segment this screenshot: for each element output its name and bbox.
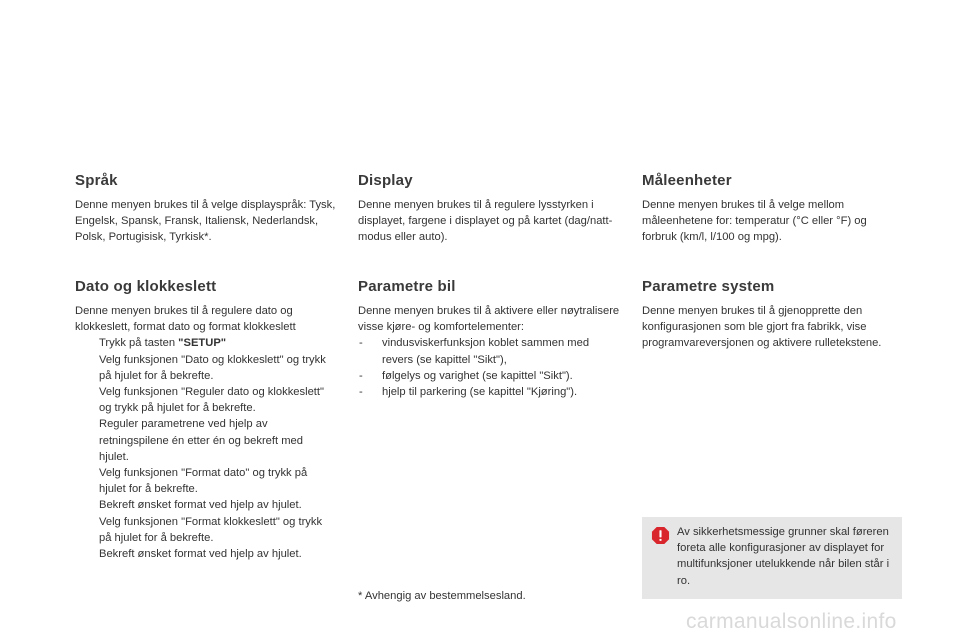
list-item: [358, 384, 620, 400]
safety-note-text: Av sikkerhetsmessige grunner skal føreren foreta alle konfigurasjoner av displayet for multifunksjoner utelukkende når bilen står i ro.: [677, 526, 890, 587]
list-item: [75, 416, 330, 465]
setup-key-label: "SETUP": [178, 337, 227, 350]
step-text: Bekreft ønsket format ved hjelp av hjulet.: [99, 548, 302, 561]
section-maaleenheter: [642, 172, 904, 246]
steps-list-dato: [75, 335, 330, 562]
item-text: følgelys og varighet (se kapittel "Sikt").: [382, 369, 573, 382]
section-body-parametre-system: Denne menyen brukes til å gjenopprette den konfigurasjonen som ble gjort fra fabrikk, vise programvareversjonen og aktivere rulletekstene.: [642, 305, 882, 350]
section-title-parametre-system: Parametre system: [642, 278, 775, 295]
dash-marker: -: [359, 386, 363, 399]
section-title-sprak: Språk: [75, 172, 118, 189]
list-item: [75, 335, 330, 351]
section-parametre-system: [642, 278, 904, 352]
list-item: [75, 352, 330, 384]
section-title-parametre-bil: Parametre bil: [358, 278, 456, 295]
section-display: [358, 172, 620, 246]
section-body-sprak: Denne menyen brukes til å velge displayspråk: Tysk, Engelsk, Spansk, Fransk, Italiensk, Nederlandsk, Polsk, Portugisisk, Tyrkisk*.: [75, 199, 336, 244]
step-text: Trykk på tasten: [99, 337, 179, 350]
list-item: [75, 514, 330, 546]
safety-note-box: [642, 517, 902, 599]
footnote: * Avhengig av bestemmelsesland.: [358, 590, 526, 602]
item-text: hjelp til parkering (se kapittel "Kjøring").: [382, 386, 578, 399]
section-title-display: Display: [358, 172, 413, 189]
items-list-parametre-bil: [358, 335, 620, 400]
section-body-maaleenheter: Denne menyen brukes til å velge mellom måleenhetene for: temperatur (°C eller °F) og forbruk (km/l, l/100 og mpg).: [642, 199, 867, 244]
section-intro-parametre-bil: Denne menyen brukes til å aktivere eller nøytralisere visse kjøre- og komfortelementer:: [358, 305, 620, 334]
list-item: [75, 465, 330, 497]
step-text: Reguler parametrene ved hjelp av retningspilene én etter én og bekreft med hjulet.: [99, 418, 303, 463]
step-text: Velg funksjonen "Format klokkeslett" og trykk på hjulet for å bekrefte.: [99, 515, 323, 544]
watermark: carmanualsonline.info: [686, 610, 897, 633]
list-item: [358, 335, 620, 367]
list-item: [75, 546, 330, 562]
section-title-maaleenheter: Måleenheter: [642, 172, 732, 189]
list-item: [358, 368, 620, 384]
list-item: [75, 384, 330, 416]
step-text: Bekreft ønsket format ved hjelp av hjulet.: [99, 499, 302, 512]
warning-icon: [651, 526, 670, 545]
section-body-display: Denne menyen brukes til å regulere lysstyrken i displayet, fargene i displayet og på kartet (dag/natt-modus eller auto).: [358, 199, 613, 244]
item-text: vindusviskerfunksjon koblet sammen med revers (se kapittel "Sikt"),: [382, 337, 590, 366]
dash-marker: -: [359, 337, 363, 350]
step-text: Velg funksjonen "Reguler dato og klokkeslett" og trykk på hjulet for å bekrefte.: [99, 386, 324, 415]
section-sprak: [75, 172, 337, 246]
step-text: Velg funksjonen "Dato og klokkeslett" og trykk på hjulet for å bekrefte.: [99, 353, 326, 382]
list-item: [75, 497, 330, 513]
section-dato-klokkeslett: [75, 278, 330, 562]
section-title-dato: Dato og klokkeslett: [75, 278, 217, 295]
dash-marker: -: [359, 369, 363, 382]
section-intro-dato: Denne menyen brukes til å regulere dato og klokkeslett, format dato og format klokkeslett: [75, 305, 296, 334]
step-text: Velg funksjonen "Format dato" og trykk på hjulet for å bekrefte.: [99, 467, 308, 496]
section-parametre-bil: [358, 278, 620, 400]
